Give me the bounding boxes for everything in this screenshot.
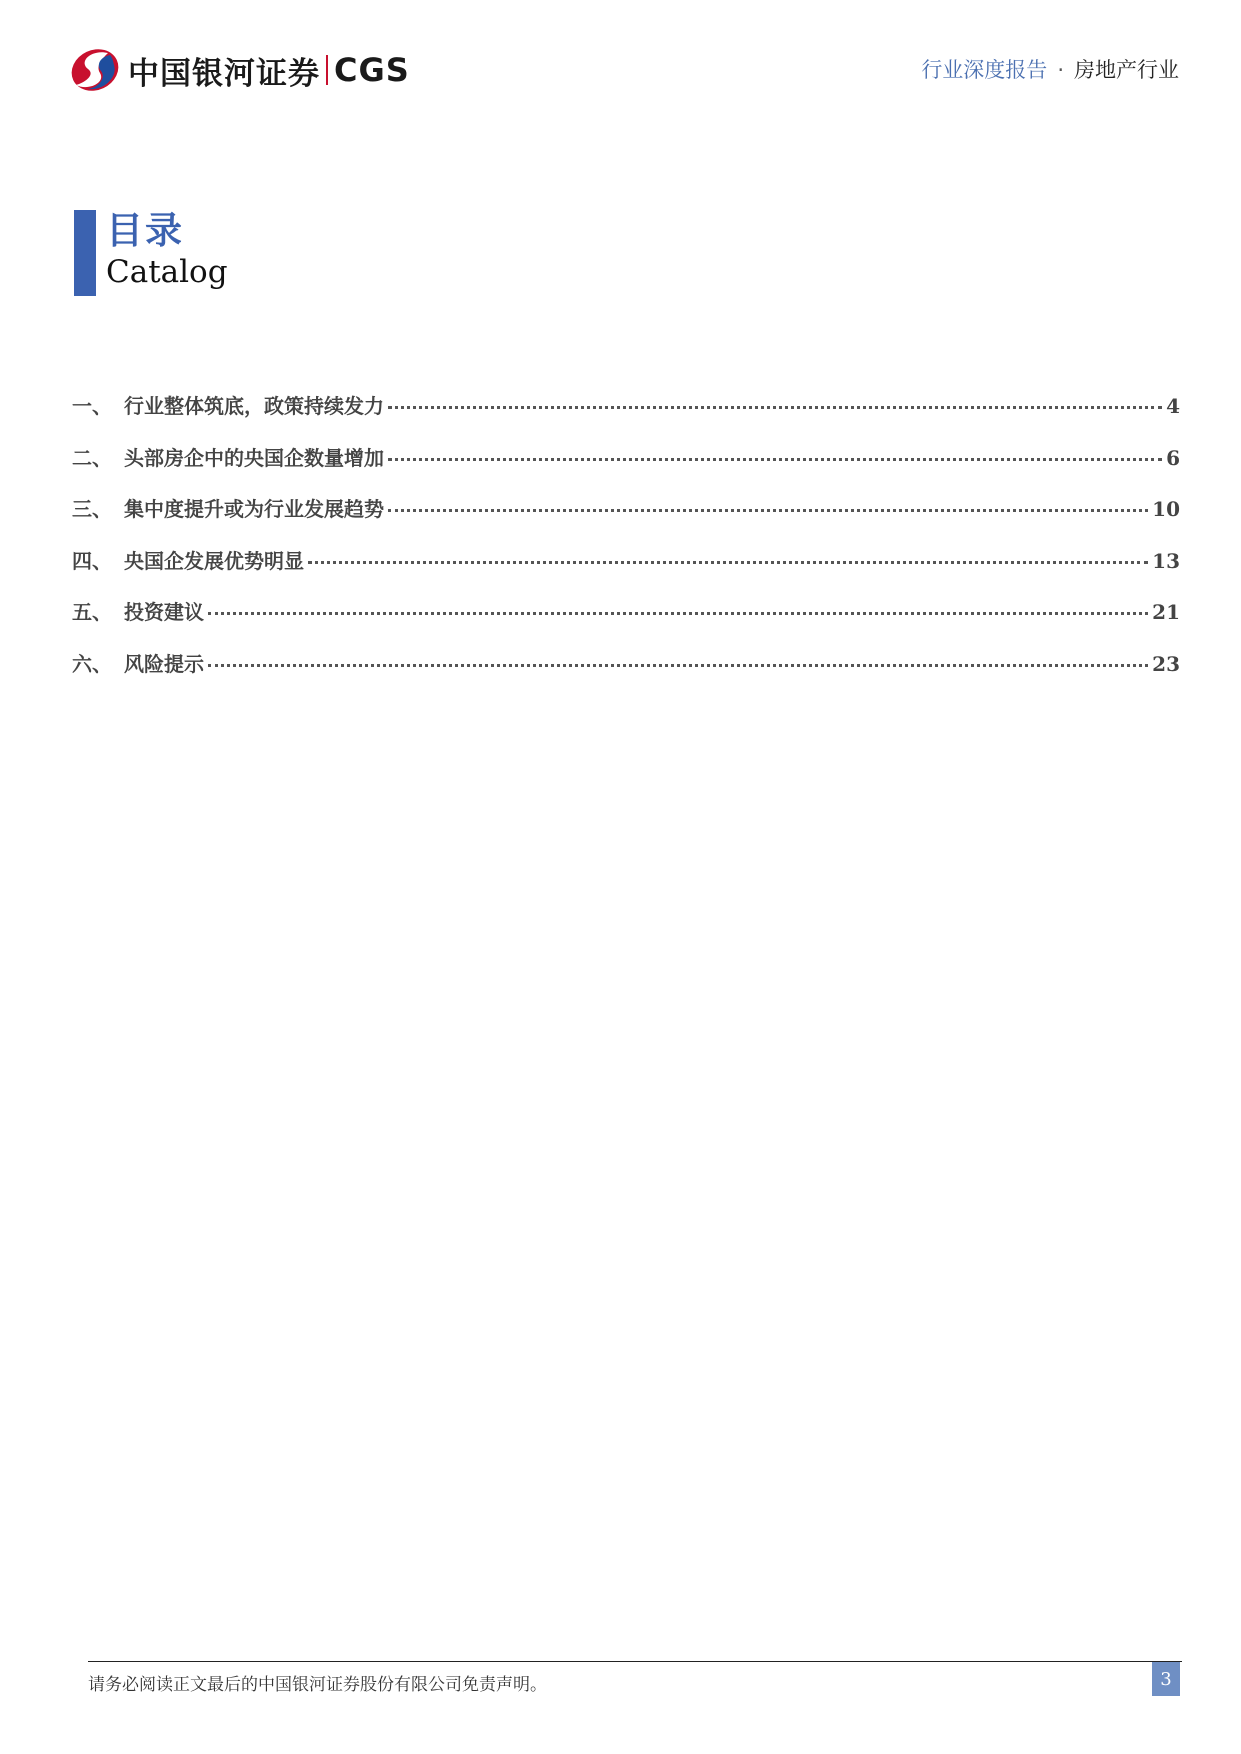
- toc-item-title: 头部房企中的央国企数量增加: [124, 445, 384, 470]
- catalog-title-cn: 目录: [106, 208, 184, 252]
- footer-disclaimer: 请务必阅读正文最后的中国银河证券股份有限公司免责声明。: [88, 1675, 547, 1695]
- toc-leader-dots: [308, 561, 1148, 564]
- toc-item-title: 投资建议: [124, 600, 204, 624]
- logo-text-en: CGS: [334, 51, 410, 89]
- toc-item[interactable]: [72, 390, 1180, 442]
- logo-divider: [326, 55, 328, 85]
- page-number: 3: [1152, 1662, 1180, 1696]
- toc-item-title: 集中度提升或为行业发展趋势: [124, 497, 384, 521]
- toc-item-page: 13: [1152, 548, 1180, 573]
- footer-divider: [88, 1661, 1182, 1662]
- toc-item-number: 四、: [72, 548, 112, 573]
- toc-item-number: 五、: [72, 600, 112, 624]
- toc-item-number: 二、: [72, 445, 112, 470]
- toc-item[interactable]: [72, 596, 1180, 648]
- toc-item[interactable]: [72, 493, 1180, 545]
- catalog-accent-bar: [74, 210, 96, 296]
- toc-item-page: 23: [1152, 651, 1180, 676]
- toc-item-page: 4: [1166, 394, 1180, 418]
- table-of-contents: [72, 390, 1180, 699]
- report-industry: 房地产行业: [1074, 58, 1179, 82]
- header-separator: ·: [1057, 58, 1064, 82]
- logo-text-cn: 中国银河证券: [128, 55, 320, 92]
- toc-item[interactable]: [72, 545, 1180, 597]
- toc-item-page: 6: [1166, 445, 1180, 470]
- toc-item-title: 央国企发展优势明显: [124, 548, 304, 573]
- toc-leader-dots: [208, 612, 1148, 615]
- toc-item-title: 行业整体筑底，政策持续发力: [124, 394, 384, 418]
- report-type: 行业深度报告: [921, 58, 1048, 82]
- toc-item-number: 三、: [72, 497, 112, 521]
- toc-item-title: 风险提示: [124, 651, 204, 676]
- toc-leader-dots: [388, 406, 1162, 409]
- company-logo: [70, 46, 410, 94]
- toc-item-page: 21: [1152, 600, 1180, 624]
- toc-item[interactable]: [72, 648, 1180, 700]
- toc-item-page: 10: [1152, 497, 1180, 521]
- catalog-title-en: Catalog: [106, 254, 228, 290]
- toc-leader-dots: [388, 458, 1162, 461]
- report-header-info: [921, 54, 1179, 84]
- toc-item-number: 一、: [72, 394, 112, 418]
- toc-leader-dots: [208, 664, 1148, 667]
- toc-item[interactable]: [72, 442, 1180, 494]
- toc-item-number: 六、: [72, 651, 112, 676]
- cgs-logo-icon: [70, 47, 120, 93]
- toc-leader-dots: [388, 509, 1148, 512]
